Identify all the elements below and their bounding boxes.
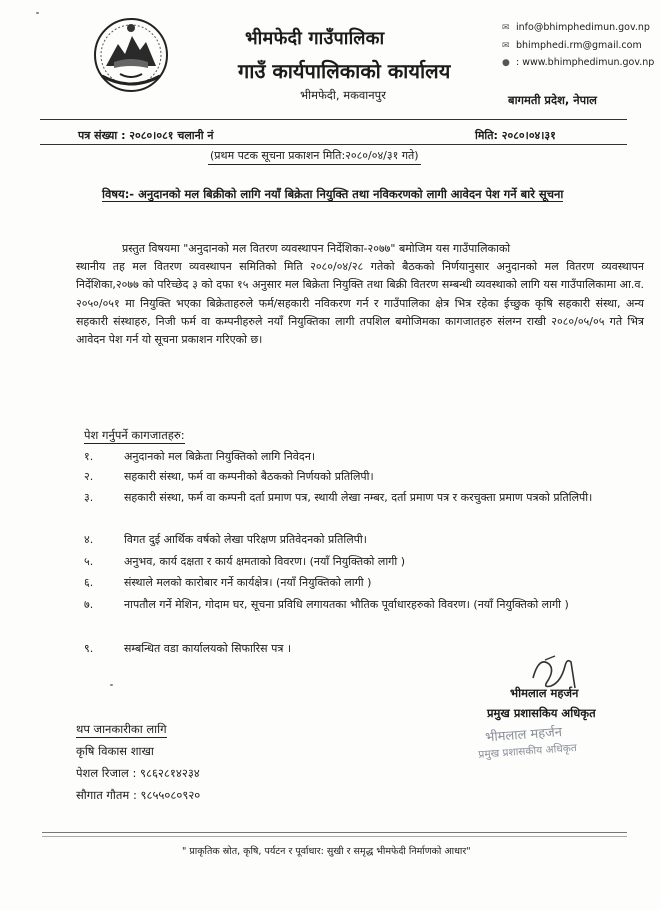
contact-website[interactable]: ● : www.bhimphedimun.gov.np [502, 57, 655, 68]
email-icon: ✉ [502, 23, 510, 33]
footer-divider [42, 832, 627, 833]
email-icon: ✉ [502, 41, 510, 51]
notice-publication-line: (प्रथम पटक सूचना प्रकाशन मिति:२०८०/०४/३१ गते) [208, 148, 421, 165]
nepal-emblem-icon [92, 16, 170, 94]
reference-date: मिति: २०८०।०४।३१ [475, 129, 556, 142]
official-stamp: भीमलाल महर्जन प्रमुख प्रशासकीय अधिकृत [477, 725, 578, 761]
globe-icon: ● [502, 58, 510, 68]
province: बागमती प्रदेश, नेपाल [508, 93, 597, 107]
scan-speck [110, 684, 113, 686]
scan-speck [36, 12, 39, 14]
contact-email-1[interactable]: ✉ info@bhimphedimun.gov.np [502, 22, 650, 33]
footer-divider [42, 836, 627, 837]
org-address: भीमफेदी, मकवानपुर [300, 88, 386, 102]
reference-divider [40, 144, 627, 145]
signatory-title: प्रमुख प्रशासकिय अधिकृत [487, 706, 596, 720]
info-department: कृषि विकास शाखा [76, 744, 154, 758]
subject-line: विषय:- अनुदानको मल बिक्रीको लागि नयाँ बिक्रेता नियुक्ति तथा नविकरणको लागी आवेदन पेश गर्ने बारे सूचना [102, 187, 564, 201]
contact-email-2[interactable]: ✉ bhimphedi.rm@gmail.com [502, 40, 642, 51]
signatory-name: भीमलाल महर्जन [510, 686, 579, 700]
info-contact: सौगात गौतम : ९८५५०८०९२० [76, 788, 201, 802]
office-name: गाउँ कार्यपालिकाको कार्यालय [238, 59, 451, 83]
body-paragraph: प्रस्तुत विषयमा "अनुदानको मल वितरण व्यवस्थापन निर्देशिका-२०७७" बमोजिम यस गाउँपालिकाको स्थानीय तह मल वितरण व्यवस्थापन समितिको मिति २०८०/०४/२८ गतेको बैठकको निर्णयानुसार अनुदानको मल वितरण व्यवस्थापन निर्देशिका,२०७७ को परिच्छेद ३ को दफा १५ अनुसार मल बिक्रेता नियुक्ति तथा बिक्री वितरण सम्बन्धी व्यवस्थाको लागि यस गाउँपालिकामा आ.व. २०५०/०५१ मा नियुक्ति भएका बिक्रेताहरुले फर्म/सहकारी नविकरण गर्न र गाउँपालिका क्षेत्र भित्र रहेका ईच्छुक कृषि सहकारी संस्था, अन्य सहकारी संस्थाहरु, निजी फर्म वा कम्पनीहरुले नयाँ नियुक्तिका लागी तपशिल बमोजिमका कागजातहरु संलग्न राखी २०८०/०५/०५ गते भित्र आवेदन पेश गर्न यो सूचना प्रकाशन गरिएको छ। [76, 242, 644, 347]
footer-motto: " प्राकृतिक स्रोत, कृषि, पर्यटन र पूर्वाधार: सुखी र समृद्ध भीमफेदी निर्माणको आधार" [182, 846, 471, 857]
info-heading: थप जानकारीका लागि [76, 722, 167, 736]
documents-heading: पेश गर्नुपर्ने कागजातहरु: [84, 428, 185, 442]
org-name: भीमफेदी गाउँपालिका [245, 28, 385, 49]
header-divider [40, 119, 627, 120]
info-contact: पेशल रिजाल : ९८६२८१४२३४ [76, 766, 200, 780]
reference-number: पत्र संख्या : २०८०।०८१ चलानी नं [78, 129, 214, 142]
